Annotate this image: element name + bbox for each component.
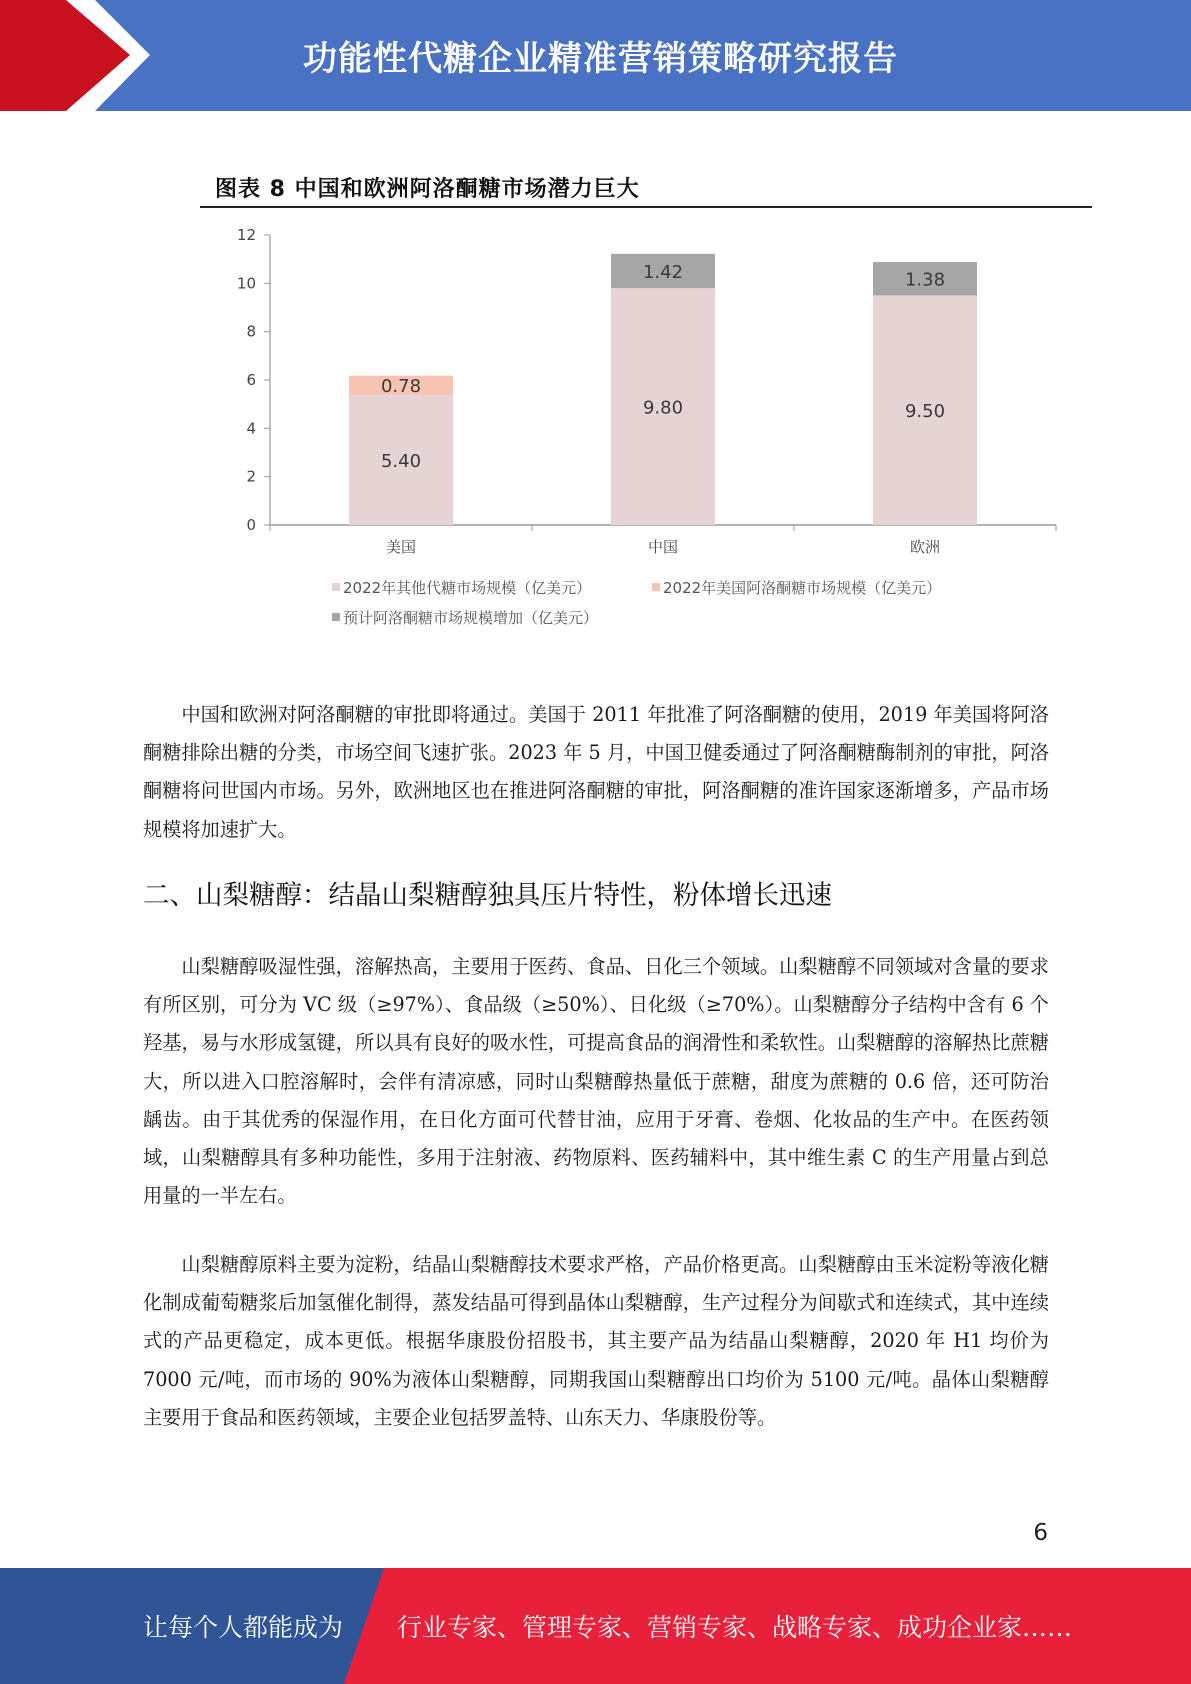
x-category-label: 中国 [647, 538, 679, 556]
page-number: 6 [1033, 1520, 1048, 1546]
bar-data-label: 9.80 [642, 397, 684, 419]
legend-swatch [652, 583, 660, 591]
bar-data-label: 1.38 [904, 269, 946, 291]
footer-slogan-left: 让每个人都能成为 [143, 1613, 344, 1642]
legend-label: 预计阿洛酮糖市场规模增加（亿美元） [343, 609, 599, 627]
section-heading-sorbitol: 二、山梨糖醇：结晶山梨糖醇独具压片特性，粉体增长迅速 [143, 880, 832, 911]
y-tick-label: 0 [246, 516, 256, 534]
bar-data-label: 0.78 [380, 376, 422, 398]
y-tick-label: 4 [246, 419, 256, 438]
paragraph-allulose-approval: 中国和欧洲对阿洛酮糖的审批即将通过。美国于 2011 年批准了阿洛酮糖的使用，2019 年美国将阿洛酮糖排除出糖的分类，市场空间飞速扩张。2023 年 5 月，中国卫健委通过了阿洛酮糖酶制剂的审批，阿洛酮糖将问世国内市场。另外，欧洲地区也在推进阿洛酮糖的审批，阿洛酮糖的准许国家逐渐增多，产品市场规模将加速扩大。 [143, 703, 1049, 841]
y-tick-label: 2 [246, 467, 256, 486]
bar-data-label: 1.42 [642, 262, 684, 284]
stacked-bar-chart [200, 215, 1092, 635]
y-tick-label: 10 [236, 274, 256, 293]
page-header [0, 0, 1191, 111]
y-tick-label: 8 [246, 322, 256, 341]
page-footer [0, 1568, 1191, 1684]
footer-slogan-right: 行业专家、管理专家、营销专家、战略专家、成功企业家…… [397, 1613, 1073, 1642]
legend-label: 2022年其他代糖市场规模（亿美元） [343, 579, 592, 597]
report-title: 功能性代糖企业精准营销策略研究报告 [303, 39, 898, 79]
figure-caption: 图表 8 中国和欧洲阿洛酮糖市场潜力巨大 [215, 177, 640, 202]
y-tick-label: 6 [246, 371, 256, 389]
y-tick-label: 12 [236, 226, 256, 244]
paragraph-sorbitol-production: 山梨糖醇原料主要为淀粉，结晶山梨糖醇技术要求严格，产品价格更高。山梨糖醇由玉米淀粉等液化糖化制成葡萄糖浆后加氢催化制得，蒸发结晶可得到晶体山梨糖醇，生产过程分为间歇式和连续式，其中连续式的产品更稳定，成本更低。根据华康股份招股书，其主要产品为结晶山梨糖醇，2020 年 H1 均价为 7000 元/吨，而市场的 90%为液体山梨糖醇，同期我国山梨糖醇出口均价为 5100 元/吨。晶体山梨糖醇主要用于食品和医药领域，主要企业包括罗盖特、山东天力、华康股份等。 [143, 1253, 1049, 1429]
legend-swatch [332, 613, 340, 621]
paragraph-sorbitol-properties: 山梨糖醇吸湿性强，溶解热高，主要用于医药、食品、日化三个领域。山梨糖醇不同领域对含量的要求有所区别，可分为 VC 级（≥97%）、食品级（≥50%）、日化级（≥70%）。山梨糖醇分子结构中含有 6 个羟基，易与水形成氢键，所以具有良好的吸水性，可提高食品的润滑性和柔软性。山梨糖醇的溶解热比蔗糖大，所以进入口腔溶解时，会伴有清凉感，同时山梨糖醇热量低于蔗糖，甜度为蔗糖的 0.6 倍，还可防治龋齿。由于其优秀的保湿作用，在日化方面可代替甘油，应用于牙膏、卷烟、化妆品的生产中。在医药领域，山梨糖醇具有多种功能性，多用于注射液、药物原料、医药辅料中，其中维生素 C 的生产用量占到总用量的一半左右。 [143, 955, 1049, 1208]
legend-label: 2022年美国阿洛酮糖市场规模（亿美元） [663, 579, 942, 597]
legend-swatch [332, 583, 340, 591]
x-category-label: 美国 [385, 538, 417, 556]
figure-caption-rule [200, 206, 1092, 208]
x-category-label: 欧洲 [909, 538, 941, 556]
bar-data-label: 9.50 [904, 401, 946, 423]
bar-data-label: 5.40 [380, 450, 422, 472]
